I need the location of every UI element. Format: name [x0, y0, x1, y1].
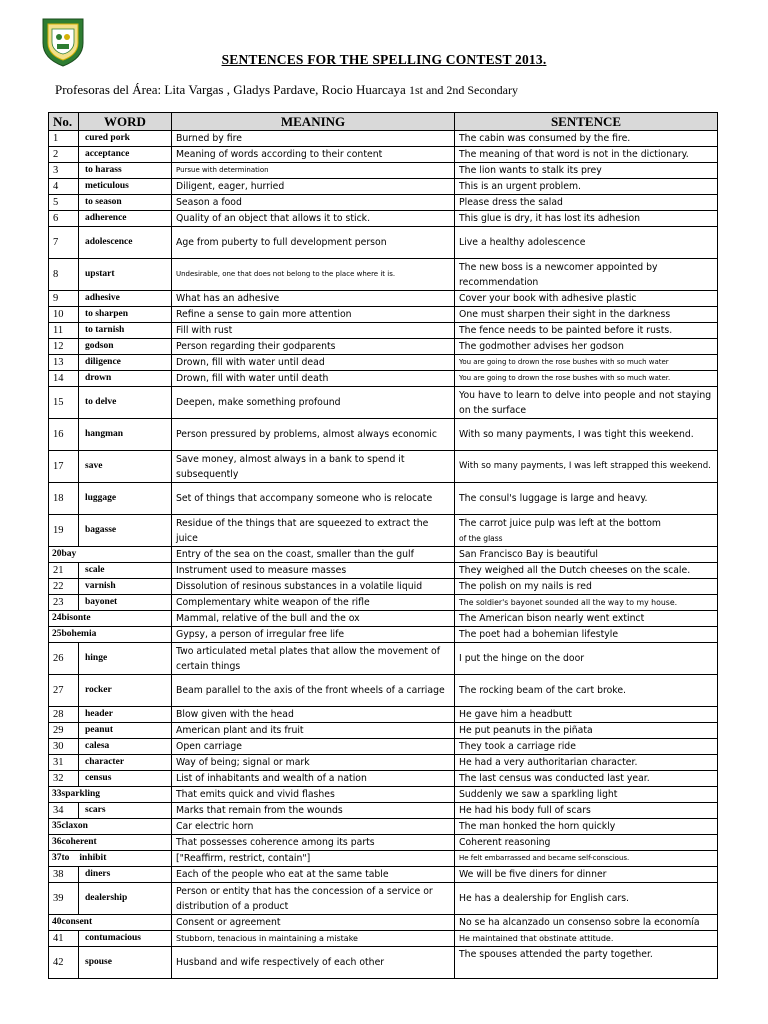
- row-word: inhibit: [79, 853, 107, 863]
- row-word: acceptance: [79, 147, 172, 163]
- table-row: [49, 851, 718, 867]
- row-number-word: 33sparkling: [49, 787, 172, 803]
- row-meaning: Fill with rust: [172, 323, 455, 339]
- row-word: meticulous: [79, 179, 172, 195]
- row-sentence: Coherent reasoning: [455, 835, 718, 851]
- row-meaning: Pursue with determination: [172, 163, 455, 179]
- row-word: godson: [79, 339, 172, 355]
- table-row: [49, 675, 718, 707]
- row-word: contumacious: [79, 931, 172, 947]
- row-meaning: Person pressured by problems, almost always economic: [172, 419, 455, 451]
- row-sentence: The fence needs to be painted before it rusts.: [455, 323, 718, 339]
- row-sentence: He gave him a headbutt: [455, 707, 718, 723]
- row-sentence: The meaning of that word is not in the dictionary.: [455, 147, 718, 163]
- row-number: 22: [49, 579, 79, 595]
- row-sentence: [455, 515, 718, 547]
- grades-label: 1st and 2nd Secondary: [409, 83, 518, 97]
- header-no: No.: [49, 113, 79, 131]
- row-meaning: Drown, fill with water until dead: [172, 355, 455, 371]
- row-number: 13: [49, 355, 79, 371]
- row-number: 27: [49, 675, 79, 707]
- row-number: 17: [49, 451, 79, 483]
- row-number-word: [49, 851, 172, 867]
- row-meaning: Dissolution of resinous substances in a volatile liquid: [172, 579, 455, 595]
- row-sentence: Cover your book with adhesive plastic: [455, 291, 718, 307]
- row-number: 16: [49, 419, 79, 451]
- document-subtitle: [55, 82, 518, 98]
- table-row: [49, 947, 718, 979]
- row-sentence: The last census was conducted last year.: [455, 771, 718, 787]
- row-meaning: Stubborn, tenacious in maintaining a mistake: [172, 931, 455, 947]
- row-sentence: The cabin was consumed by the fire.: [455, 131, 718, 147]
- row-word: diligence: [79, 355, 172, 371]
- row-sentence: The polish on my nails is red: [455, 579, 718, 595]
- table-row: [49, 867, 718, 883]
- table-row: [49, 803, 718, 819]
- table-row: [49, 883, 718, 915]
- row-meaning: Person or entity that has the concession of a service or distribution of a product: [172, 883, 455, 915]
- row-word: rocker: [79, 675, 172, 707]
- row-sentence: I put the hinge on the door: [455, 643, 718, 675]
- row-number: 19: [49, 515, 79, 547]
- row-sentence: The consul's luggage is large and heavy.: [455, 483, 718, 515]
- table-row: [49, 707, 718, 723]
- row-sentence: This is an urgent problem.: [455, 179, 718, 195]
- row-meaning: Deepen, make something profound: [172, 387, 455, 419]
- table-row: [49, 211, 718, 227]
- table-row: [49, 627, 718, 643]
- row-word: to delve: [79, 387, 172, 419]
- row-sentence: The new boss is a newcomer appointed by recommendation: [455, 259, 718, 291]
- row-word: to sharpen: [79, 307, 172, 323]
- table-row: [49, 387, 718, 419]
- row-meaning: Season a food: [172, 195, 455, 211]
- table-row: [49, 547, 718, 563]
- row-sentence: He has a dealership for English cars.: [455, 883, 718, 915]
- row-number: 26: [49, 643, 79, 675]
- row-sentence: He put peanuts in the piñata: [455, 723, 718, 739]
- table-row: [49, 483, 718, 515]
- row-number: 2: [49, 147, 79, 163]
- row-word: adherence: [79, 211, 172, 227]
- row-number-word: 25bohemia: [49, 627, 172, 643]
- row-number: 34: [49, 803, 79, 819]
- row-word: adhesive: [79, 291, 172, 307]
- teachers-line: Profesoras del Área: Lita Vargas , Gladys Pardave, Rocio Huarcaya: [55, 82, 406, 97]
- row-number: 42: [49, 947, 79, 979]
- row-number: 38: [49, 867, 79, 883]
- table-row: [49, 179, 718, 195]
- table-row: [49, 643, 718, 675]
- row-number: 7: [49, 227, 79, 259]
- row-sentence: The poet had a bohemian lifestyle: [455, 627, 718, 643]
- row-number: 1: [49, 131, 79, 147]
- row-number: 32: [49, 771, 79, 787]
- row-meaning: Burned by fire: [172, 131, 455, 147]
- row-meaning: Each of the people who eat at the same table: [172, 867, 455, 883]
- row-number: 11: [49, 323, 79, 339]
- row-meaning: List of inhabitants and wealth of a nation: [172, 771, 455, 787]
- row-word: header: [79, 707, 172, 723]
- row-number: 29: [49, 723, 79, 739]
- row-word: scars: [79, 803, 172, 819]
- spelling-table: [48, 112, 718, 979]
- table-row: [49, 307, 718, 323]
- row-word: to season: [79, 195, 172, 211]
- table-row: [49, 291, 718, 307]
- row-meaning: Quality of an object that allows it to stick.: [172, 211, 455, 227]
- row-number-word: 35claxon: [49, 819, 172, 835]
- row-sentence: Suddenly we saw a sparkling light: [455, 787, 718, 803]
- row-meaning: Car electric horn: [172, 819, 455, 835]
- row-meaning: Residue of the things that are squeezed to extract the juice: [172, 515, 455, 547]
- row-sentence: This glue is dry, it has lost its adhesion: [455, 211, 718, 227]
- row-meaning: Drown, fill with water until death: [172, 371, 455, 387]
- row-meaning: That emits quick and vivid flashes: [172, 787, 455, 803]
- row-number-word: 24bisonte: [49, 611, 172, 627]
- row-sentence: Please dress the salad: [455, 195, 718, 211]
- row-meaning: Mammal, relative of the bull and the ox: [172, 611, 455, 627]
- row-sentence: They took a carriage ride: [455, 739, 718, 755]
- table-row: [49, 259, 718, 291]
- row-sentence: The godmother advises her godson: [455, 339, 718, 355]
- row-number: 30: [49, 739, 79, 755]
- row-meaning: Set of things that accompany someone who is relocate: [172, 483, 455, 515]
- table-row: [49, 835, 718, 851]
- row-number: 41: [49, 931, 79, 947]
- header-meaning: MEANING: [172, 113, 455, 131]
- row-number: 31: [49, 755, 79, 771]
- row-sentence: The American bison nearly went extinct: [455, 611, 718, 627]
- table-row: [49, 787, 718, 803]
- row-sentence: We will be five diners for dinner: [455, 867, 718, 883]
- header-sentence: SENTENCE: [455, 113, 718, 131]
- row-word: hinge: [79, 643, 172, 675]
- row-number: 18: [49, 483, 79, 515]
- row-sentence: You are going to drown the rose bushes with so much water.: [455, 371, 718, 387]
- row-word: character: [79, 755, 172, 771]
- row-sentence: One must sharpen their sight in the darkness: [455, 307, 718, 323]
- row-word: diners: [79, 867, 172, 883]
- row-sentence: The soldier's bayonet sounded all the way to my house.: [455, 595, 718, 611]
- row-number: 12: [49, 339, 79, 355]
- row-meaning: Instrument used to measure masses: [172, 563, 455, 579]
- row-sentence: He maintained that obstinate attitude.: [455, 931, 718, 947]
- row-sentence: You are going to drown the rose bushes with so much water: [455, 355, 718, 371]
- row-word: varnish: [79, 579, 172, 595]
- table-row: [49, 131, 718, 147]
- row-sentence: He felt embarrassed and became self-conscious.: [455, 851, 718, 867]
- row-sentence: He had his body full of scars: [455, 803, 718, 819]
- row-number: 5: [49, 195, 79, 211]
- row-word: bayonet: [79, 595, 172, 611]
- row-meaning: Two articulated metal plates that allow the movement of certain things: [172, 643, 455, 675]
- row-meaning: Beam parallel to the axis of the front wheels of a carriage: [172, 675, 455, 707]
- row-number: 9: [49, 291, 79, 307]
- row-meaning: American plant and its fruit: [172, 723, 455, 739]
- row-number: 37to: [52, 853, 70, 863]
- row-word: adolescence: [79, 227, 172, 259]
- row-word: luggage: [79, 483, 172, 515]
- sentence-line: The carrot juice pulp was left at the bottom: [459, 517, 661, 529]
- table-row: [49, 931, 718, 947]
- row-sentence: The lion wants to stalk its prey: [455, 163, 718, 179]
- table-row: [49, 915, 718, 931]
- row-meaning: What has an adhesive: [172, 291, 455, 307]
- row-meaning: That possesses coherence among its parts: [172, 835, 455, 851]
- row-word: census: [79, 771, 172, 787]
- row-meaning: Complementary white weapon of the rifle: [172, 595, 455, 611]
- table-row: [49, 723, 718, 739]
- row-sentence: The spouses attended the party together.: [455, 947, 718, 979]
- row-word: save: [79, 451, 172, 483]
- row-number: 21: [49, 563, 79, 579]
- row-meaning: Entry of the sea on the coast, smaller than the gulf: [172, 547, 455, 563]
- row-number-word: 20bay: [49, 547, 172, 563]
- row-meaning: Way of being; signal or mark: [172, 755, 455, 771]
- row-word: to tarnish: [79, 323, 172, 339]
- table-row: [49, 563, 718, 579]
- row-sentence: The man honked the horn quickly: [455, 819, 718, 835]
- row-meaning: Consent or agreement: [172, 915, 455, 931]
- table-row: [49, 371, 718, 387]
- row-meaning: Diligent, eager, hurried: [172, 179, 455, 195]
- row-word: cured pork: [79, 131, 172, 147]
- row-number: 23: [49, 595, 79, 611]
- table-row: [49, 339, 718, 355]
- table-row: [49, 147, 718, 163]
- row-word: peanut: [79, 723, 172, 739]
- header-word: WORD: [79, 113, 172, 131]
- row-number-word: 36coherent: [49, 835, 172, 851]
- table-row: [49, 419, 718, 451]
- row-meaning: Meaning of words according to their content: [172, 147, 455, 163]
- row-meaning: Refine a sense to gain more attention: [172, 307, 455, 323]
- row-meaning: Undesirable, one that does not belong to the place where it is.: [172, 259, 455, 291]
- sentence-line-small: of the glass: [459, 533, 503, 543]
- row-meaning: Person regarding their godparents: [172, 339, 455, 355]
- table-row: [49, 755, 718, 771]
- table-row: [49, 771, 718, 787]
- row-sentence: With so many payments, I was left strapped this weekend.: [455, 451, 718, 483]
- document-title: SENTENCES FOR THE SPELLING CONTEST 2013.: [221, 52, 547, 67]
- row-sentence: Live a healthy adolescence: [455, 227, 718, 259]
- table-row: [49, 819, 718, 835]
- row-word: dealership: [79, 883, 172, 915]
- row-word: drown: [79, 371, 172, 387]
- row-number: 6: [49, 211, 79, 227]
- table-row: [49, 355, 718, 371]
- table-row: [49, 611, 718, 627]
- row-number: 4: [49, 179, 79, 195]
- row-sentence: He had a very authoritarian character.: [455, 755, 718, 771]
- row-meaning: Save money, almost always in a bank to spend it subsequently: [172, 451, 455, 483]
- table-row: [49, 227, 718, 259]
- row-number-word: 40consent: [49, 915, 172, 931]
- row-number: 10: [49, 307, 79, 323]
- row-meaning: Blow given with the head: [172, 707, 455, 723]
- row-sentence: With so many payments, I was tight this weekend.: [455, 419, 718, 451]
- row-meaning: Gypsy, a person of irregular free life: [172, 627, 455, 643]
- table-row: [49, 323, 718, 339]
- row-sentence: San Francisco Bay is beautiful: [455, 547, 718, 563]
- row-sentence: No se ha alcanzado un consenso sobre la economía: [455, 915, 718, 931]
- row-sentence: They weighed all the Dutch cheeses on the scale.: [455, 563, 718, 579]
- table-row: [49, 195, 718, 211]
- row-meaning: Husband and wife respectively of each other: [172, 947, 455, 979]
- row-word: to harass: [79, 163, 172, 179]
- table-row: [49, 739, 718, 755]
- row-number: 28: [49, 707, 79, 723]
- table-row: [49, 451, 718, 483]
- row-number: 14: [49, 371, 79, 387]
- row-word: scale: [79, 563, 172, 579]
- row-word: spouse: [79, 947, 172, 979]
- table-row: [49, 595, 718, 611]
- row-meaning: Marks that remain from the wounds: [172, 803, 455, 819]
- table-row: [49, 515, 718, 547]
- row-number: 39: [49, 883, 79, 915]
- row-sentence: You have to learn to delve into people and not staying on the surface: [455, 387, 718, 419]
- table-header-row: [49, 113, 718, 131]
- row-meaning: ["Reaffirm, restrict, contain"]: [172, 851, 455, 867]
- row-word: upstart: [79, 259, 172, 291]
- table-row: [49, 163, 718, 179]
- row-word: hangman: [79, 419, 172, 451]
- row-meaning: Open carriage: [172, 739, 455, 755]
- row-number: 3: [49, 163, 79, 179]
- row-number: 15: [49, 387, 79, 419]
- row-number: 8: [49, 259, 79, 291]
- row-word: bagasse: [79, 515, 172, 547]
- row-sentence: The rocking beam of the cart broke.: [455, 675, 718, 707]
- table-row: [49, 579, 718, 595]
- row-meaning: Age from puberty to full development person: [172, 227, 455, 259]
- row-word: calesa: [79, 739, 172, 755]
